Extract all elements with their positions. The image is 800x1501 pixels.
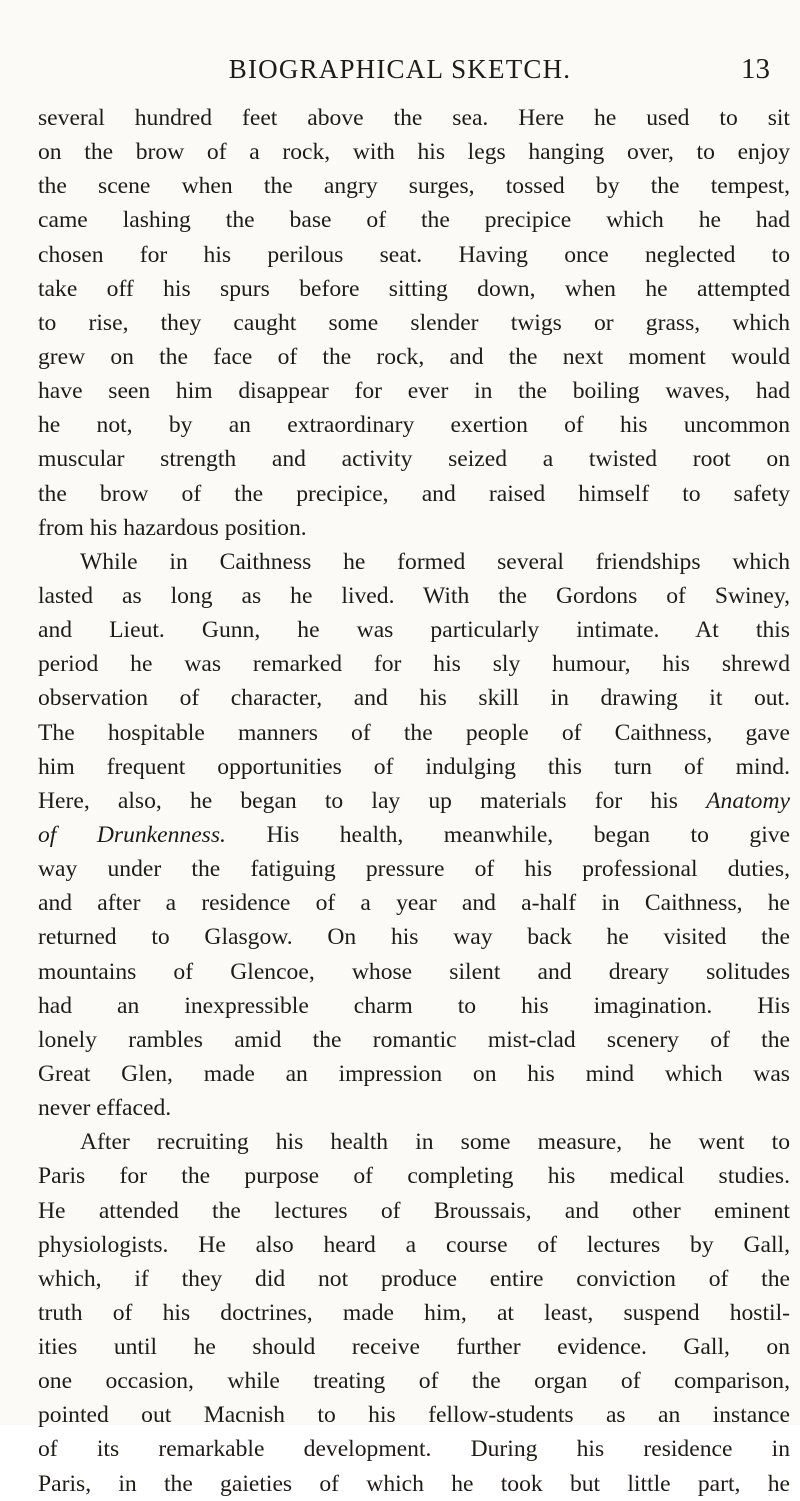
running-head [0,52,800,86]
text-line: Great Glen, made an impression on his mind which was [38,1060,790,1087]
text-line: he not, by an extraordinary exertion of his uncommon [38,412,790,439]
body-text [38,101,790,1501]
text-line: ities until he should receive further evidence. Gall, on [38,1334,790,1361]
text-line: He attended the lectures of Broussais, and other eminent [38,1197,790,1224]
paragraph-end-line: never effaced. [38,1095,172,1122]
text-line: way under the fatiguing pressure of his professional duties, [38,856,790,883]
text-line: Paris for the purpose of completing his medical studies. [38,1163,790,1190]
text-line: period he was remarked for his sly humour, his shrewd [38,651,790,678]
text-line: of its remarkable development. During his residence in [38,1436,790,1463]
book-title-italic: of Drunkenness. [38,821,226,848]
paragraph-end-line: from his hazardous position. [38,514,307,541]
text-line: pointed out Macnish to his fellow-students as an instance [38,1402,790,1429]
text-line: The hospitable manners of the people of Caithness, gave [38,719,790,746]
text-line: the brow of the precipice, and raised himself to safety [38,480,790,507]
text-line: muscular strength and activity seized a twisted root on [38,446,790,473]
text-line: which, if they did not produce entire conviction of the [38,1265,790,1292]
text-line: had an inexpressible charm to his imagination. His [38,992,790,1019]
paragraph-start-line: While in Caithness he formed several friendships which [80,548,790,575]
text-line: take off his spurs before sitting down, when he attempted [38,275,790,302]
text-line: have seen him disappear for ever in the boiling waves, had [38,378,790,405]
line-text: Here, also, he began to lay up materials for his [38,787,678,814]
text-line-with-title [38,784,790,818]
text-line: to rise, they caught some slender twigs or grass, which [38,309,790,336]
text-line: lasted as long as he lived. With the Gordons of Swiney, [38,582,790,609]
text-line: one occasion, while treating of the organ of comparison, [38,1368,790,1395]
text-line: mountains of Glencoe, whose silent and dreary solitudes [38,958,790,985]
page-number: 13 [741,53,770,85]
text-line: chosen for his perilous seat. Having once neglected to [38,241,790,268]
text-line: grew on the face of the rock, and the next moment would [38,343,790,370]
text-line-with-title [38,818,790,852]
book-title-italic: Anatomy [706,787,790,814]
text-line: returned to Glasgow. On his way back he visited the [38,924,790,951]
text-line: several hundred feet above the sea. Here he used to sit [38,105,790,131]
text-line: lonely rambles amid the romantic mist-clad scenery of the [38,1026,790,1053]
text-line: observation of character, and his skill in drawing it out. [38,685,790,712]
text-line: and after a residence of a year and a-half in Caithness, he [38,890,790,917]
text-line: on the brow of a rock, with his legs hanging over, to enjoy [38,139,790,166]
text-line: him frequent opportunities of indulging this turn of mind. [38,753,790,780]
text-line: truth of his doctrines, made him, at least, suspend hostil- [38,1299,790,1326]
text-line: the scene when the angry surges, tossed by the tempest, [38,173,790,200]
text-line: Paris, in the gaieties of which he took but little part, he [38,1470,790,1497]
text-line: physiologists. He also heard a course of lectures by Gall, [38,1231,790,1258]
paragraph-start-line: After recruiting his health in some measure, he went to [80,1129,790,1156]
text-line: and Lieut. Gunn, he was particularly intimate. At this [38,617,790,644]
line-text: His health, meanwhile, began to give [266,821,791,848]
running-head-title: BIOGRAPHICAL SKETCH. [228,54,572,84]
text-line: came lashing the base of the precipice which he had [38,207,790,234]
